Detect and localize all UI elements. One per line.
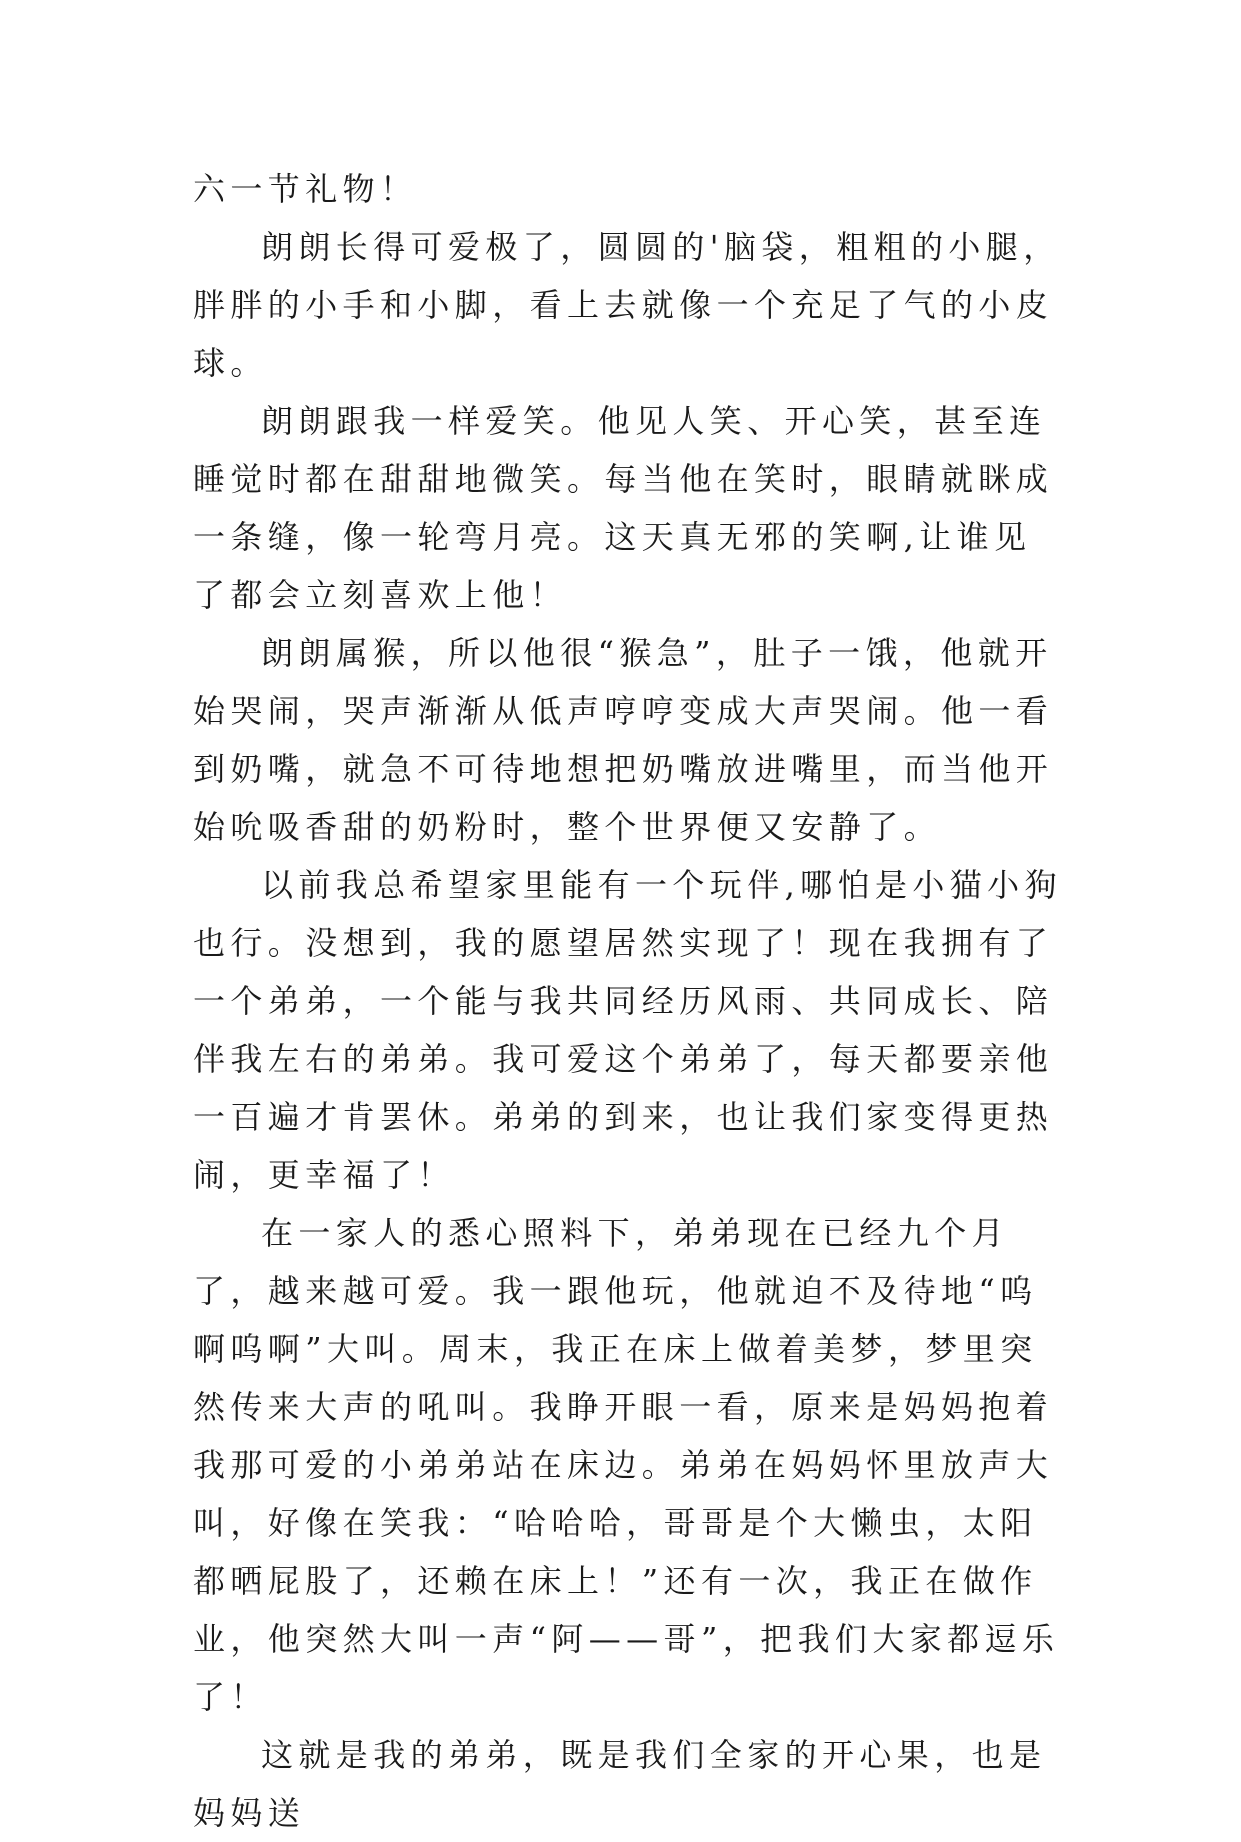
paragraph-4: 朗朗属猴，所以他很“猴急”，肚子一饿，他就开始哭闹，哭声渐渐从低声哼哼变成大声哭闹。他一看到奶嘴，就急不可待地想把奶嘴放进嘴里，而当他开始吮吸香甜的奶粉时，整个世界便又安静了。 xyxy=(193,634,1054,846)
document-body xyxy=(193,160,1063,1842)
paragraph-6: 在一家人的悉心照料下，弟弟现在已经九个月了，越来越可爱。我一跟他玩，他就迫不及待地“呜啊呜啊”大叫。周末，我正在床上做着美梦，梦里突然传来大声的吼叫。我睁开眼一看，原来是妈妈抱着我那可爱的小弟弟站在床边。弟弟在妈妈怀里放声大叫，好像在笑我：“哈哈哈，哥哥是个大懒虫，太阳都晒屁股了，还赖在床上！”还有一次，我正在做作业，他突然大叫一声“阿——哥”，把我们大家都逗乐了！ xyxy=(193,1214,1060,1716)
paragraph-5: 以前我总希望家里能有一个玩伴,哪怕是小猫小狗也行。没想到，我的愿望居然实现了！现在我拥有了一个弟弟，一个能与我共同经历风雨、共同成长、陪伴我左右的弟弟。我可爱这个弟弟了，每天都要亲他一百遍才肯罢休。弟弟的到来，也让我们家变得更热闹，更幸福了！ xyxy=(193,866,1062,1194)
paragraph-3: 朗朗跟我一样爱笑。他见人笑、开心笑，甚至连睡觉时都在甜甜地微笑。每当他在笑时，眼睛就眯成一条缝，像一轮弯月亮。这天真无邪的笑啊,让谁见了都会立刻喜欢上他！ xyxy=(193,402,1054,614)
paragraph-7: 这就是我的弟弟，既是我们全家的开心果，也是妈妈送 xyxy=(193,1736,1047,1832)
paragraph-1: 六一节礼物！ xyxy=(193,170,418,208)
paragraph-2: 朗朗长得可爱极了，圆圆的'脑袋，粗粗的小腿，胖胖的小手和小脚，看上去就像一个充足了气的小皮球。 xyxy=(193,228,1061,382)
